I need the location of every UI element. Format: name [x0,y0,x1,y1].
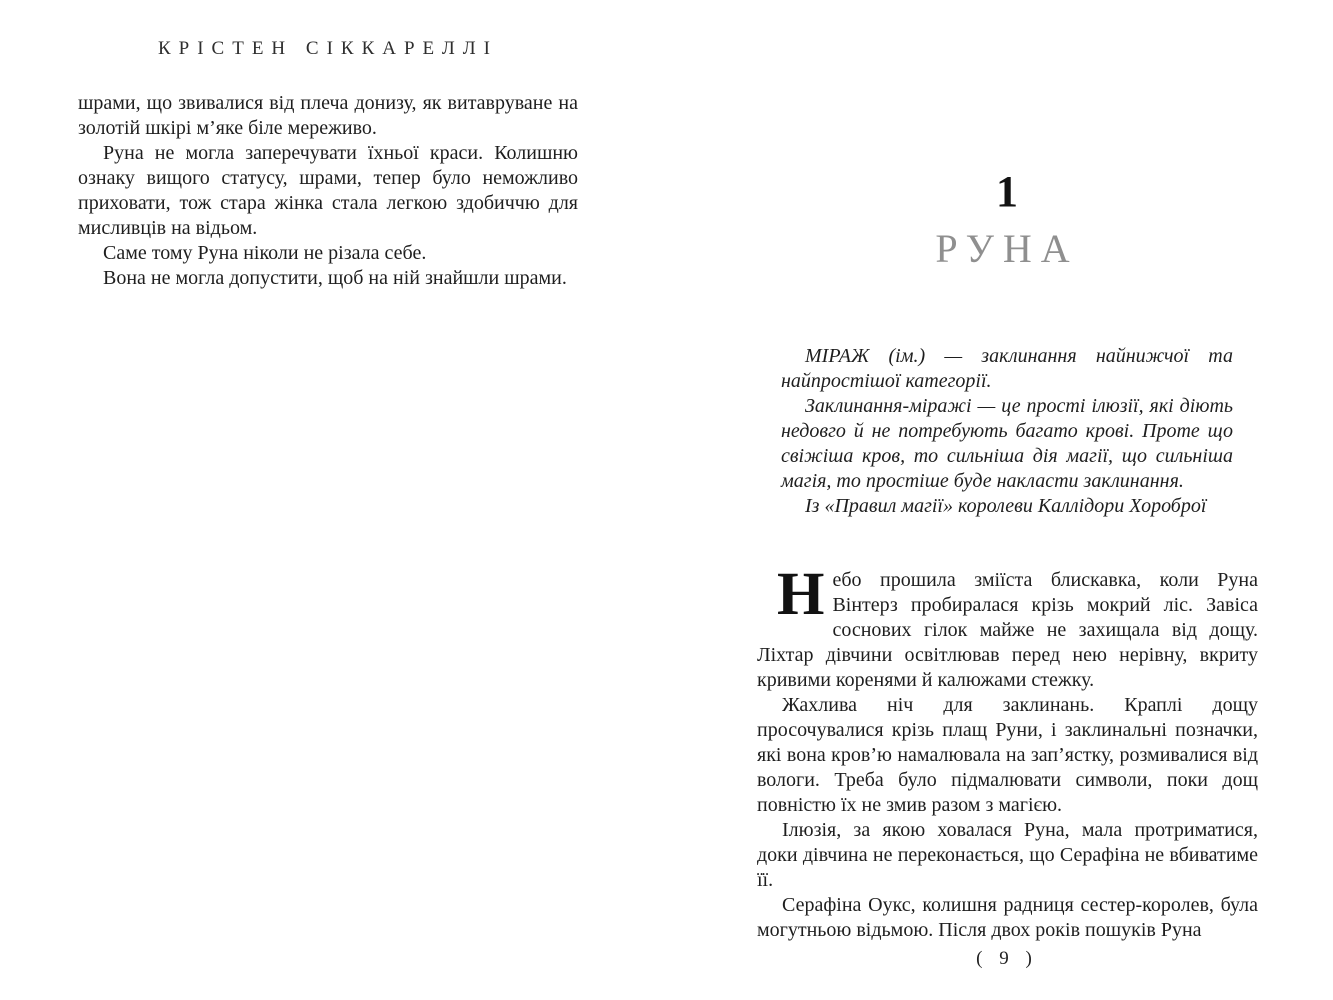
running-header: КРІСТЕН СІККАРЕЛЛІ [157,38,498,59]
body-paragraph: Руна не могла заперечувати їхньої краси. Колишню ознаку вищого статусу, шрами, тепер було неможливо приховати, тож стара жінка стала легкою здобиччю для мисливців на відьом. [78,142,578,239]
chapter-number: 1 [996,167,1018,216]
body-paragraph-dropcap [757,561,1258,693]
left-page-text-column [78,91,578,291]
epigraph-attribution: Із «Правил магії» королеви Каллідори Хороброї [805,495,1207,517]
body-paragraph: Жахлива ніч для заклинань. Краплі дощу просочувалися крізь плащ Руни, і заклинальні позначки, які вона кров’ю намалювала на зап’ястку, розмивалися від вологи. Треба було підмалювати символи, поки дощ повністю їх не змив разом з магією. [757,694,1258,816]
right-page-text-column [757,561,1258,943]
body-paragraph-text: ебо прошила зміїста блискавка, коли Руна Вінтерз пробиралася крізь мокрий ліс. Завіса соснових гілок майже не захищала від дощу. Ліхтар дівчини освітлював перед нею нерівну, вкриту кривими коренями й калюжами стежку. [757,569,1258,691]
body-paragraph: Серафіна Оукс, колишня радниця сестер-королев, була могутньою відьмою. Після двох років пошуків Руна [757,894,1258,941]
page-number: ( 9 ) [976,948,1038,969]
body-paragraph: Вона не могла допустити, щоб на ній знайшли шрами. [103,267,567,289]
epigraph-paragraph: МІРАЖ (ім.) — заклинання найнижчої та найпростішої категорії. [781,345,1233,392]
body-paragraph: Саме тому Руна ніколи не різала себе. [103,242,427,264]
body-paragraph: шрами, що звивалися від плеча донизу, як витавруване на золотій шкірі м’яке біле мереживо. [78,92,578,139]
epigraph-paragraph: Заклинання-міражі — це прості ілюзії, які діють недовго й не потребують багато крові. Проте що свіжіша кров, то сильніша дія магії, що сильніша магія, то простіше буде накласти заклинання. [781,395,1233,492]
body-paragraph: Ілюзія, за якою ховалася Руна, мала протриматися, доки дівчина не переконається, що Серафіна не вбиватиме її. [757,819,1258,891]
chapter-heading [757,167,1257,271]
epigraph [781,344,1233,519]
chapter-title: РУНА [935,226,1079,271]
drop-cap-letter: Н [777,561,825,628]
